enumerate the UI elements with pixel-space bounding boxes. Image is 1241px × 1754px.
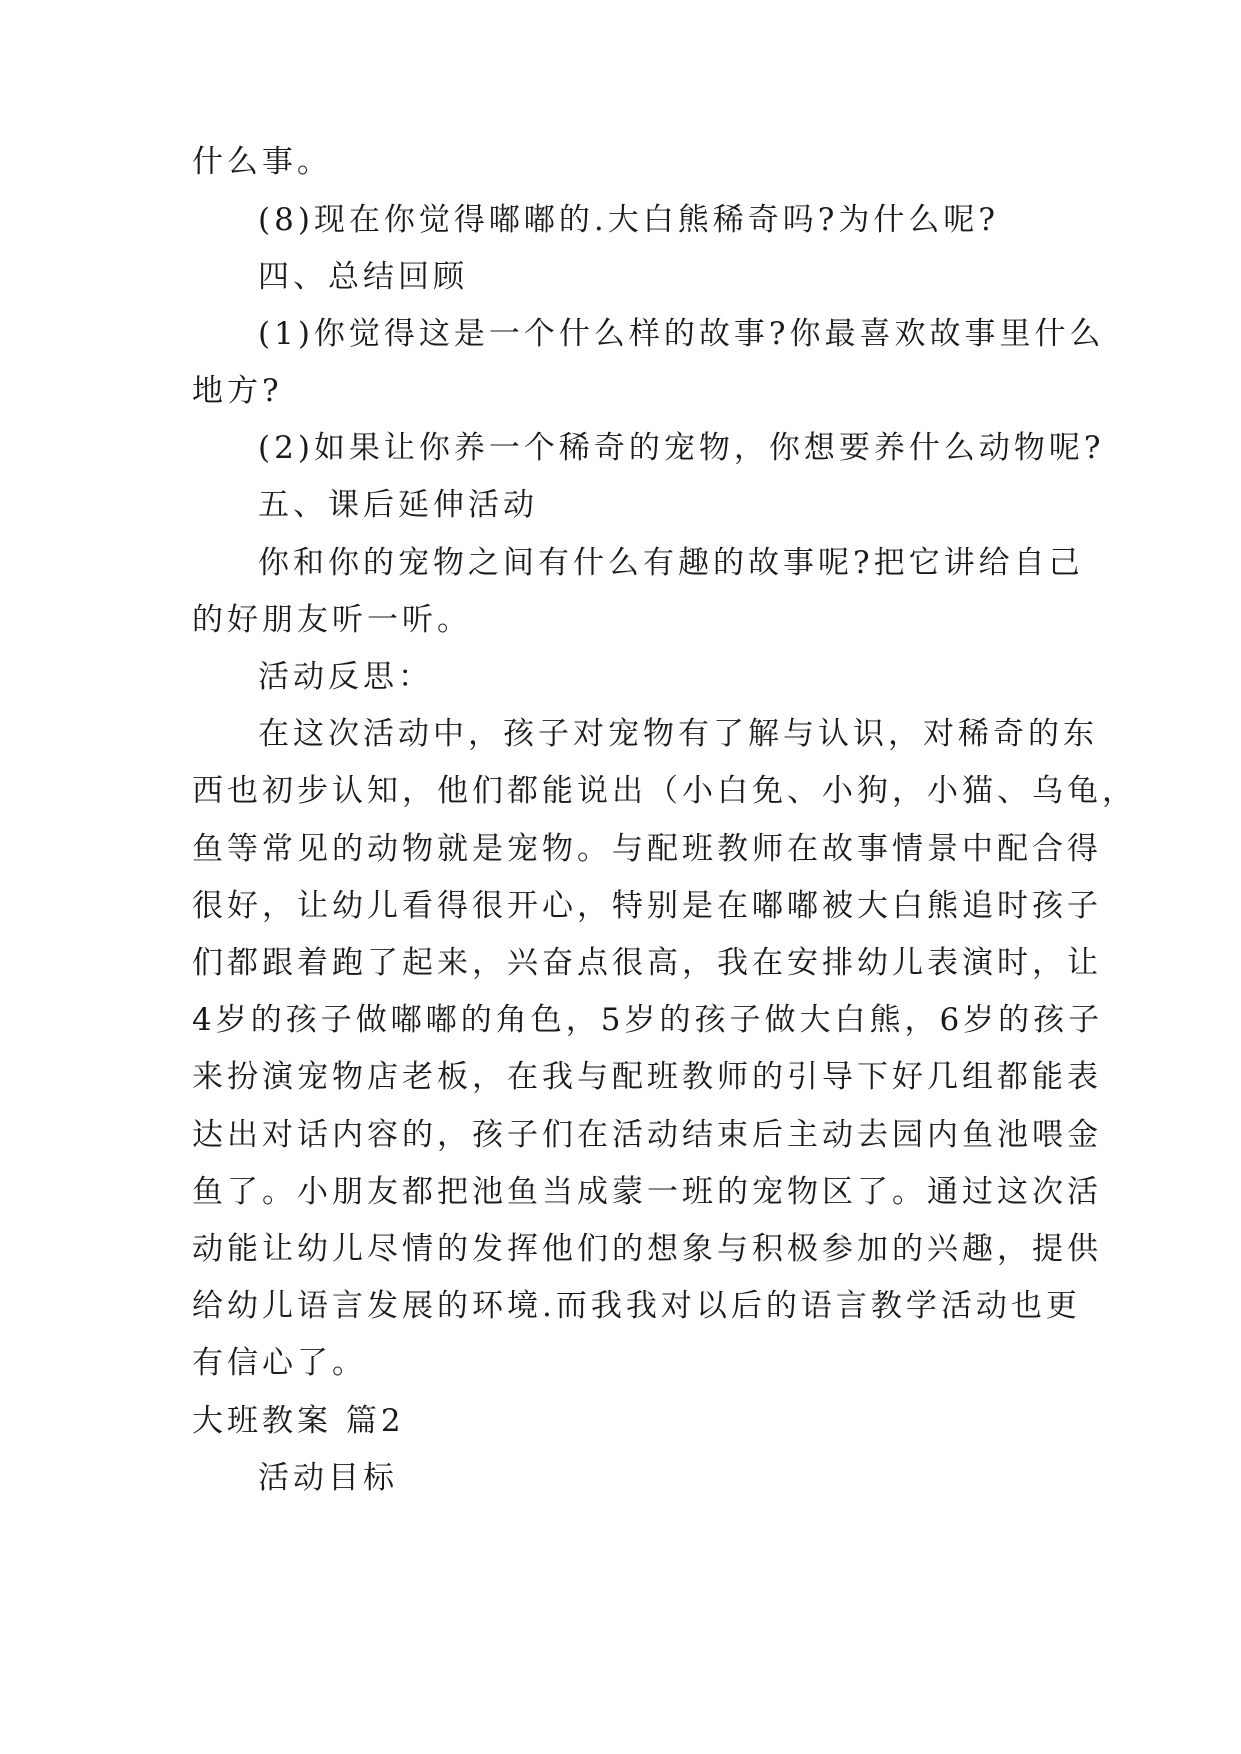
- text-line: 来扮演宠物店老板，在我与配班教师的引导下好几组都能表: [192, 1059, 1102, 1095]
- text-line: 什么事。: [192, 144, 332, 180]
- text-line: 给幼儿语言发展的环境.而我我对以后的语言教学活动也更: [192, 1288, 1081, 1324]
- text-line: 在这次活动中，孩子对宠物有了解与认识，对稀奇的东: [258, 716, 1098, 752]
- text-line: (2)如果让你养一个稀奇的宠物，你想要养什么动物呢?: [258, 430, 1105, 466]
- section-heading: 活动目标: [258, 1460, 398, 1496]
- text-line: 地方?: [192, 373, 283, 409]
- text-line: 动能让幼儿尽情的发挥他们的想象与积极参加的兴趣，提供: [192, 1231, 1102, 1267]
- text-line: (1)你觉得这是一个什么样的故事?你最喜欢故事里什么: [258, 316, 1105, 352]
- section-heading: 四、总结回顾: [258, 259, 468, 295]
- text-line: 的好朋友听一听。: [192, 602, 472, 638]
- text-line: 们都跟着跑了起来，兴奋点很高，我在安排幼儿表演时，让: [192, 945, 1102, 981]
- article-heading: 大班教案 篇2: [192, 1403, 405, 1439]
- text-line: 有信心了。: [192, 1345, 367, 1381]
- text-line: 西也初步认知，他们都能说出（小白免、小狗，小猫、乌龟，: [192, 773, 1137, 809]
- text-line: 达出对话内容的，孩子们在活动结束后主动去园内鱼池喂金: [192, 1117, 1102, 1153]
- text-line: 鱼等常见的动物就是宠物。与配班教师在故事情景中配合得: [192, 831, 1102, 867]
- text-line: (8)现在你觉得嘟嘟的.大白熊稀奇吗?为什么呢?: [258, 202, 1000, 238]
- text-line: 你和你的宠物之间有什么有趣的故事呢?把它讲给自己: [258, 545, 1084, 581]
- text-line: 鱼了。小朋友都把池鱼当成蒙一班的宠物区了。通过这次活: [192, 1174, 1102, 1210]
- text-line: 很好，让幼儿看得很开心，特别是在嘟嘟被大白熊追时孩子: [192, 888, 1102, 924]
- section-heading: 五、课后延伸活动: [258, 487, 538, 523]
- text-line: 4岁的孩子做嘟嘟的角色，5岁的孩子做大白熊，6岁的孩子: [192, 1002, 1104, 1038]
- section-heading: 活动反思：: [258, 659, 433, 695]
